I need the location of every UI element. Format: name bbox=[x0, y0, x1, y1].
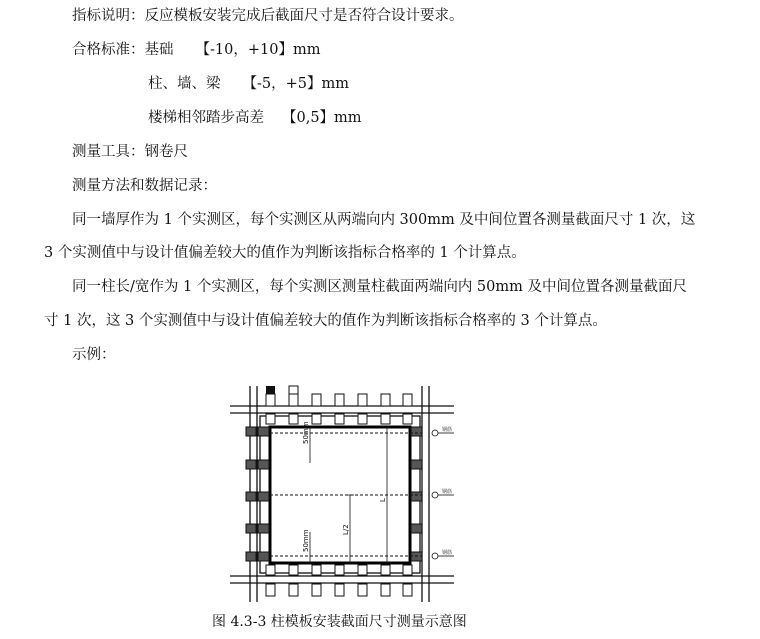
callout-1-label: 钢筋 bbox=[442, 427, 453, 433]
callout-2-label: 钢筋 bbox=[442, 489, 453, 495]
criteria-foundation bbox=[72, 40, 320, 60]
column-method-line-1: 同一柱长/宽作为 1 个实测区，每个实测区测量柱截面两端向内 50mm 及中间位置各测量截面尺 bbox=[72, 279, 687, 295]
example-label: 示例： bbox=[72, 347, 116, 363]
criteria-column-label: 柱、墙、梁 bbox=[148, 76, 221, 92]
wall-method-line-1: 同一墙厚作为 1 个实测区，每个实测区从两端向内 300mm 及中间位置各测量截面尺寸 1 次，这 bbox=[72, 212, 696, 228]
criteria-foundation-label: 合格标准：基础 bbox=[72, 42, 174, 58]
criteria-stair-value: 【0,5】mm bbox=[282, 110, 362, 126]
dim-full-label: L bbox=[379, 498, 387, 502]
figure-caption: 图 4.3-3 柱模板安装截面尺寸测量示意图 bbox=[212, 614, 467, 630]
method-heading: 测量方法和数据记录： bbox=[72, 178, 217, 194]
dim-bottom-label: 50mm bbox=[302, 529, 310, 552]
measuring-tool: 测量工具：钢卷尺 bbox=[72, 144, 188, 160]
column-method-line-2: 寸 1 次，这 3 个实测值中与设计值偏差较大的值作为判断该指标合格率的 3 个计算点。 bbox=[44, 313, 607, 329]
column-formwork-diagram bbox=[222, 380, 482, 605]
criteria-stair bbox=[148, 108, 362, 128]
criteria-column-value: 【-5，+5】mm bbox=[242, 76, 349, 92]
criteria-foundation-value: 【-10，+10】mm bbox=[195, 42, 321, 58]
dim-top-label: 50mm bbox=[302, 421, 310, 444]
criteria-column-wall-beam bbox=[148, 74, 349, 94]
dim-half-label: L/2 bbox=[342, 524, 350, 535]
callout-3-label: 钢筋 bbox=[442, 550, 453, 556]
wall-method-line-2: 3 个实测值中与设计值偏差较大的值作为判断该指标合格率的 1 个计算点。 bbox=[44, 245, 526, 261]
indicator-description: 指标说明：反应模板安装完成后截面尺寸是否符合设计要求。 bbox=[72, 8, 464, 24]
criteria-stair-label: 楼梯相邻踏步高差 bbox=[148, 110, 264, 126]
